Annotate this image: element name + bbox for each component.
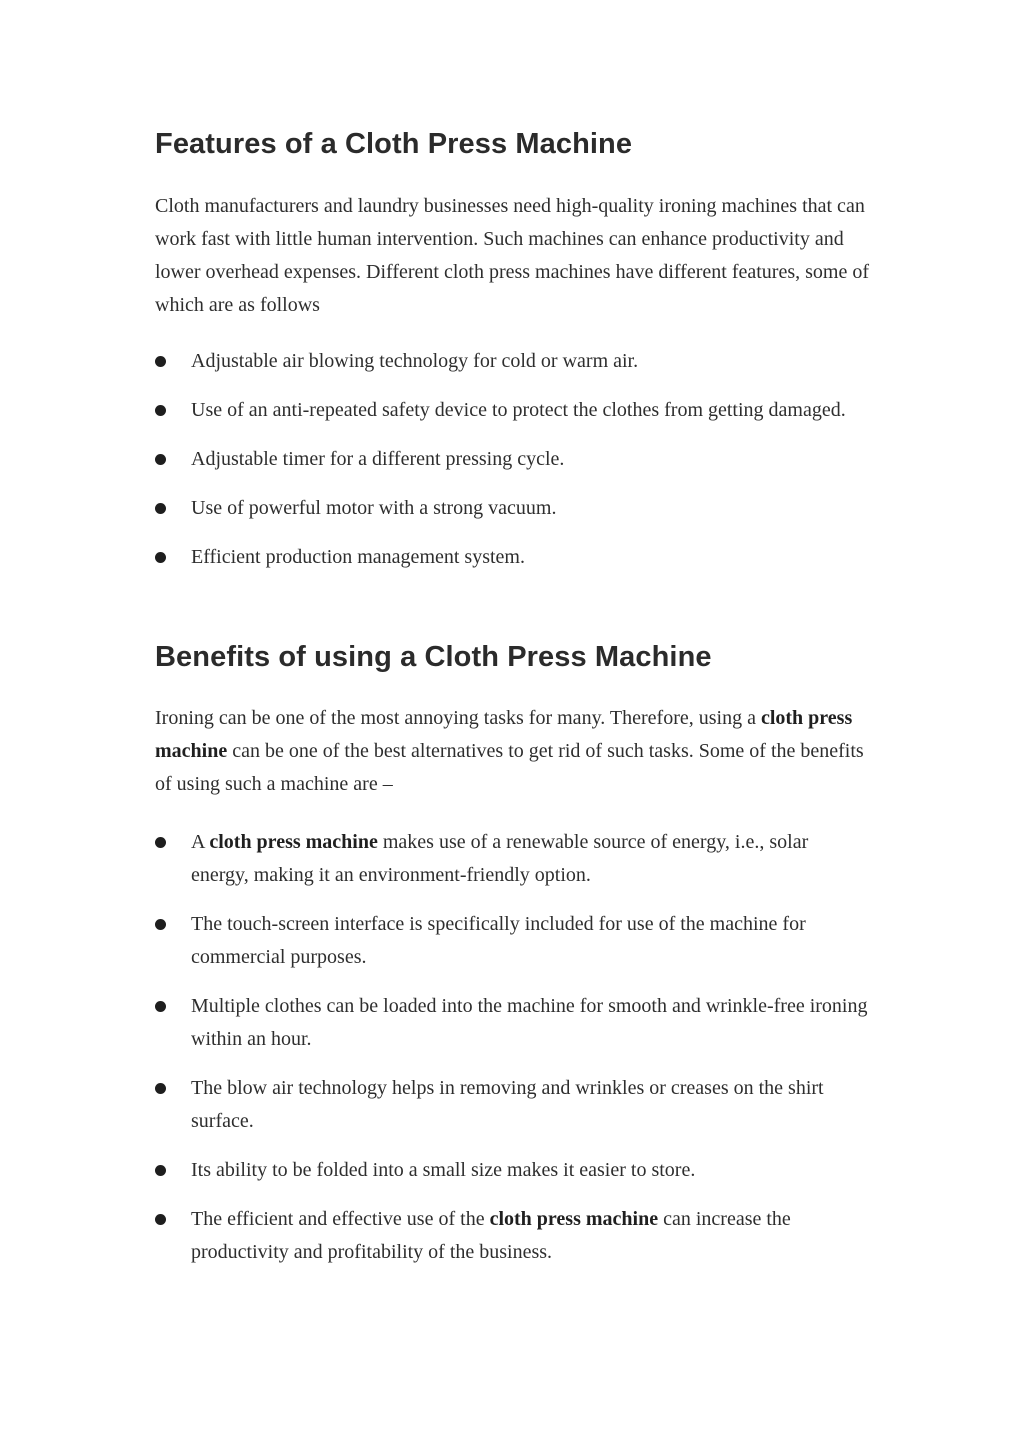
list-item: Efficient production management system.: [155, 541, 870, 574]
list-item: Use of powerful motor with a strong vacuum.: [155, 492, 870, 525]
intro-text: can be one of the best alternatives to get rid of such tasks. Some of the benefits of using such a machine are –: [155, 740, 864, 795]
features-heading: Features of a Cloth Press Machine: [155, 128, 633, 160]
item-text: The blow air technology helps in removing and wrinkles or creases on the shirt surface.: [191, 1077, 824, 1132]
item-bold-term: cloth press machine: [489, 1208, 659, 1230]
intro-text: Ironing can be one of the most annoying tasks for many. Therefore, using a: [155, 707, 761, 729]
item-text: can increase the productivity and profitability of the business.: [191, 1208, 791, 1263]
list-item: Adjustable timer for a different pressing cycle.: [155, 443, 870, 476]
benefits-list: [155, 826, 870, 1285]
list-item: Adjustable air blowing technology for cold or warm air.: [155, 345, 870, 378]
item-text: Its ability to be folded into a small size makes it easier to store.: [191, 1159, 696, 1181]
item-text: The efficient and effective use of the: [191, 1208, 490, 1230]
list-item: [155, 826, 870, 892]
features-intro: Cloth manufacturers and laundry businesses need high-quality ironing machines that can work fast with little human intervention. Such machines can enhance productivity and lower overhead expenses. Different cloth press machines have different features, some of which are as follows: [155, 195, 869, 316]
benefits-heading: Benefits of using a Cloth Press Machine: [155, 641, 712, 673]
list-item: [155, 1154, 870, 1187]
list-item: [155, 990, 870, 1056]
item-text: The touch-screen interface is specifically included for use of the machine for commercial purposes.: [191, 913, 806, 968]
features-list: [155, 345, 870, 590]
intro-bold-term: cloth press machine: [155, 707, 853, 762]
list-item: [155, 1203, 870, 1269]
item-bold-term: cloth press machine: [209, 831, 378, 853]
list-item: Use of an anti-repeated safety device to protect the clothes from getting damaged.: [155, 394, 870, 427]
list-item: [155, 908, 870, 974]
list-item: [155, 1072, 870, 1138]
benefits-intro: [155, 702, 870, 801]
item-text: A: [191, 831, 210, 853]
item-text: makes use of a renewable source of energy, i.e., solar energy, making it an environment-friendly option.: [191, 831, 809, 886]
item-text: Multiple clothes can be loaded into the machine for smooth and wrinkle-free ironing within an hour.: [191, 995, 868, 1050]
